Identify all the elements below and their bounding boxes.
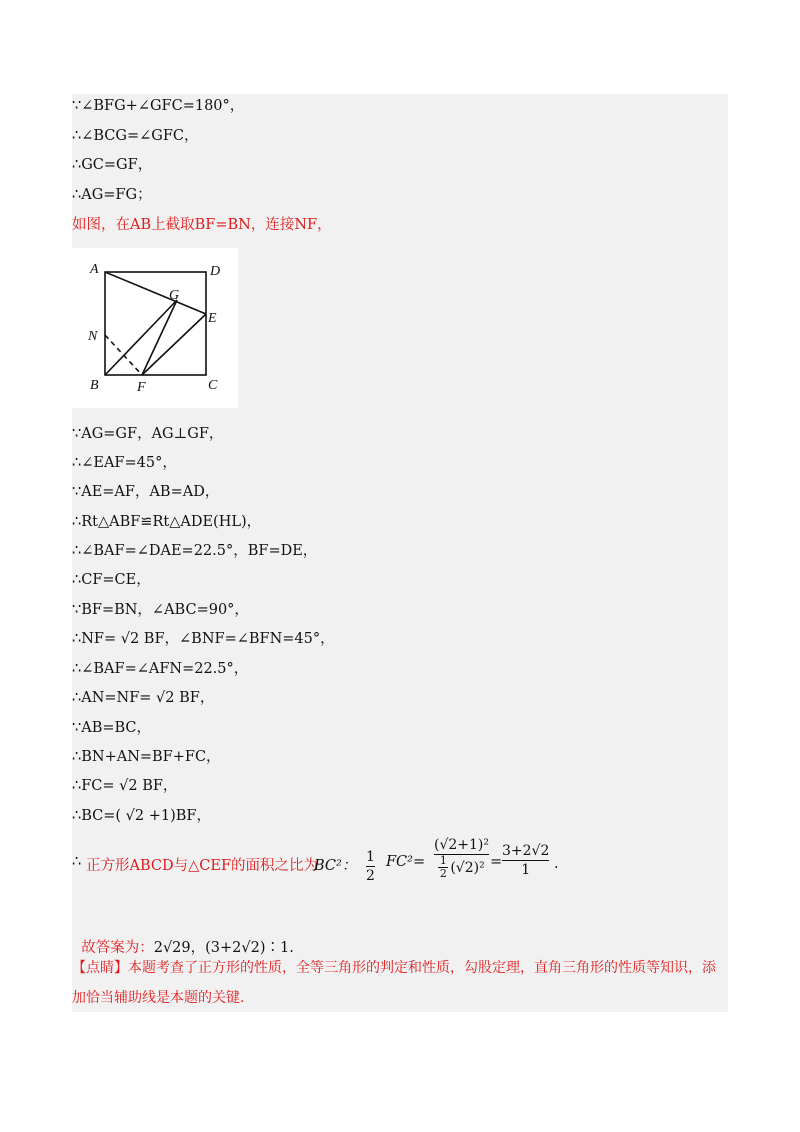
line-5: 如图，在AB上截取BF=BN，连接NF， (72, 217, 332, 233)
label-b: B (90, 378, 99, 393)
result-numerator: 3+2√2 (502, 843, 550, 859)
line-12: ∵BF=BN，∠ABC=90°， (72, 602, 249, 618)
end-period: . (554, 856, 559, 872)
fraction-big (434, 836, 489, 880)
label-c: C (208, 378, 218, 393)
comment-line-1: 【点睛】本题考查了正方形的性质，全等三角形的判定和性质，勾股定理，直角三角形的性质等知识，添 (72, 960, 716, 976)
big-numerator: (√2+1)² (434, 837, 490, 853)
label-e: E (208, 311, 217, 326)
label-f: F (137, 380, 146, 395)
half-denominator: 2 (366, 868, 375, 884)
line-1: ∵∠BFG+∠GFC=180°， (72, 98, 245, 114)
line-18: ∴FC= √2 BF， (72, 778, 178, 794)
area-ratio-expression (72, 836, 672, 892)
line-14: ∴∠BAF=∠AFN=22.5°， (72, 661, 249, 677)
line-19: ∴BC=( √2 +1)BF， (72, 808, 211, 824)
inner-half-numerator: 1 (439, 854, 447, 867)
label-g: G (169, 288, 180, 303)
line-11: ∴CF=CE， (72, 572, 151, 588)
bc-squared: BC²： (314, 858, 357, 874)
geometry-figure (72, 248, 238, 408)
half-numerator: 1 (366, 849, 375, 865)
line-9: ∴Rt△ABF≌Rt△ADE(HL)， (72, 514, 262, 530)
segment-bg (105, 300, 177, 375)
inner-half-denominator: 2 (439, 867, 447, 880)
segment-ef (142, 314, 206, 375)
ratio-red-text: 正方形ABCD与△CEF的面积之比为 (86, 858, 319, 874)
answer-value: 2√29，(3+2√2)∶1. (153, 940, 294, 956)
line-4: ∴AG=FG； (72, 187, 152, 203)
line-2: ∴∠BCG=∠GFC， (72, 128, 199, 144)
segment-ae (105, 272, 206, 314)
square-diagram (72, 248, 238, 408)
label-d: D (210, 264, 221, 279)
line-6: ∵AG=GF，AG⊥GF， (72, 426, 224, 442)
answer-label: 故答案为： (81, 940, 154, 956)
fraction-result (502, 842, 549, 879)
line-16: ∵AB=BC， (72, 720, 152, 736)
line-3: ∴GC=GF， (72, 157, 153, 173)
fc-squared: FC²= (386, 854, 426, 870)
comment-line-2: 加恰当辅助线是本题的关键. (72, 990, 245, 1006)
line-8: ∵AE=AF，AB=AD， (72, 484, 220, 500)
therefore-symbol: ∴ (72, 854, 82, 870)
line-17: ∴BN+AN=BF+FC， (72, 749, 221, 765)
segment-fg (142, 300, 177, 375)
equals-sign: = (490, 854, 503, 870)
big-denominator (438, 855, 484, 880)
line-10: ∴∠BAF=∠DAE=22.5°，BF=DE， (72, 543, 318, 559)
line-7: ∴∠EAF=45°， (72, 455, 177, 471)
result-denominator: 1 (521, 862, 531, 878)
label-n: N (88, 329, 98, 344)
line-13: ∴NF= √2 BF，∠BNF=∠BFN=45°， (72, 631, 335, 647)
answer-line (72, 918, 294, 958)
fraction-half (366, 848, 375, 885)
label-a: A (90, 262, 99, 277)
line-15: ∴AN=NF= √2 BF， (72, 690, 215, 706)
inner-sqrt-squared: (√2)² (450, 859, 485, 876)
